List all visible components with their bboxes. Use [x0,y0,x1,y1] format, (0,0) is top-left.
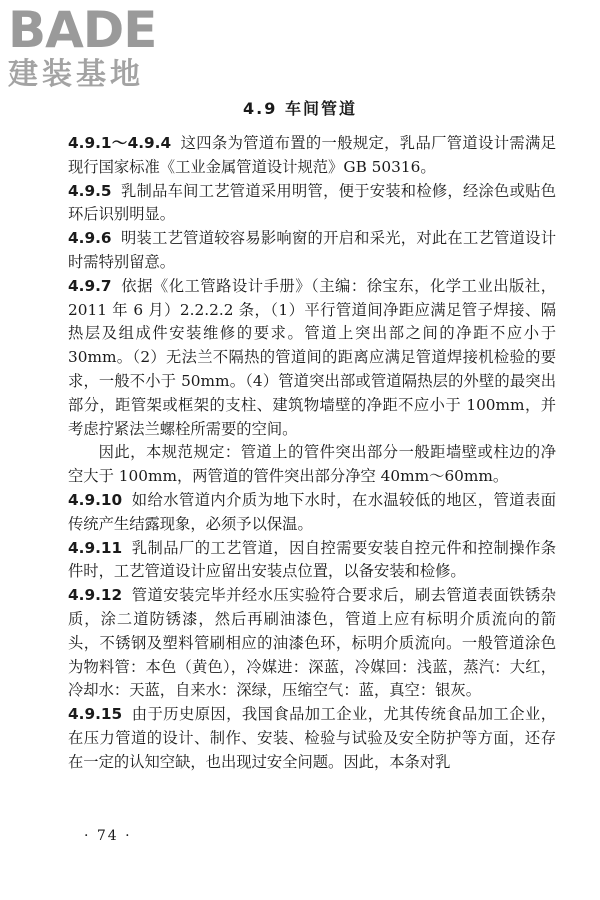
paragraph-text: 明装工艺管道较容易影响窗的开启和采光，对此在工艺管道设计时需特别留意。 [68,229,556,271]
paragraph-4-9-10 [68,489,556,537]
paragraph-4-9-12 [68,584,556,703]
paragraph-text: 乳制品厂的工艺管道，因自控需要安装自控元件和控制操作条件时，工艺管道设计应留出安装点位置，以备安装和检修。 [68,538,556,581]
clause-number: 4.9.11 [68,538,123,557]
paragraph-4-9-7 [68,275,556,442]
paragraph-text: 这四条为管道布置的一般规定，乳品厂管道设计需满足现行国家标准《工业金属管道设计规范》GB 50316。 [68,134,556,176]
logo-tagline: 建装基地 [8,57,144,92]
paragraph-text: 因此，本规范规定：管道上的管件突出部分一般距墙壁或柱边的净空大于 100mm，两管道的管件突出部分净空 40mm～60mm。 [68,443,556,486]
body-text [68,132,556,775]
paragraph-4-9-15 [68,703,556,774]
clause-number: 4.9.12 [68,586,123,605]
logo-wordmark: BADE [8,1,157,59]
paragraph-conclusion [68,441,556,489]
paragraph-text: 依据《化工管路设计手册》（主编：徐宝东，化学工业出版社，2011 年 6 月）2.2.2.2 条，（1）平行管道间净距应满足管子焊接、隔热层及组成件安装维修的要求。管道上突出部之间的净距不应小于 30mm。（2）无法兰不隔热的管道间的距离应满足管道焊接机检验的要求，一般不小于 50mm。（4）管道突出部或管道隔热层的外壁的最突出部分，距管架或框架的支柱、建筑物墙壁的净距不应小于 100mm，并考虑拧紧法兰螺栓所需要的空间。 [68,276,556,438]
logo [8,1,180,92]
clause-number: 4.9.6 [68,229,112,248]
paragraph-text: 如给水管道内介质为地下水时，在水温较低的地区，管道表面传统产生结露现象，必须予以保温。 [68,490,556,533]
clause-number: 4.9.5 [68,181,112,200]
paragraph-4-9-1 [68,132,556,180]
paragraph-text: 由于历史原因，我国食品加工企业，尤其传统食品加工企业，在压力管道的设计、制作、安装、检验与试验及安全防护等方面，还存在一定的认知空缺，也出现过安全问题。因此，本条对乳 [68,705,556,771]
paragraph-text: 管道安装完毕并经水压实验符合要求后，刷去管道表面铁锈杂质，涂二道防锈漆，然后再刷油漆色，管道上应有标明介质流向的箭头，不锈钢及塑料管刷相应的油漆色环，标明介质流向。一般管道涂色为物料管：本色（黄色），冷媒进：深蓝，冷媒回：浅蓝，蒸汽：大红，冷却水：天蓝，自来水：深绿，压缩空气：蓝，真空：银灰。 [68,586,556,700]
clause-number: 4.9.10 [68,490,123,509]
clause-number: 4.9.7 [68,276,112,295]
logo-wordmark-row [8,1,180,59]
paragraph-4-9-6 [68,227,556,275]
section-title: 4.9 车间管道 [243,99,357,118]
paragraph-4-9-5 [68,180,556,228]
paragraph-4-9-11 [68,537,556,585]
clause-number: 4.9.1～4.9.4 [68,134,172,152]
paragraph-text: 乳制品车间工艺管道采用明管，便于安装和检修，经涂色或贴色环后识别明显。 [68,181,556,224]
page-number: · 74 · [84,828,132,844]
clause-number: 4.9.15 [68,705,123,724]
